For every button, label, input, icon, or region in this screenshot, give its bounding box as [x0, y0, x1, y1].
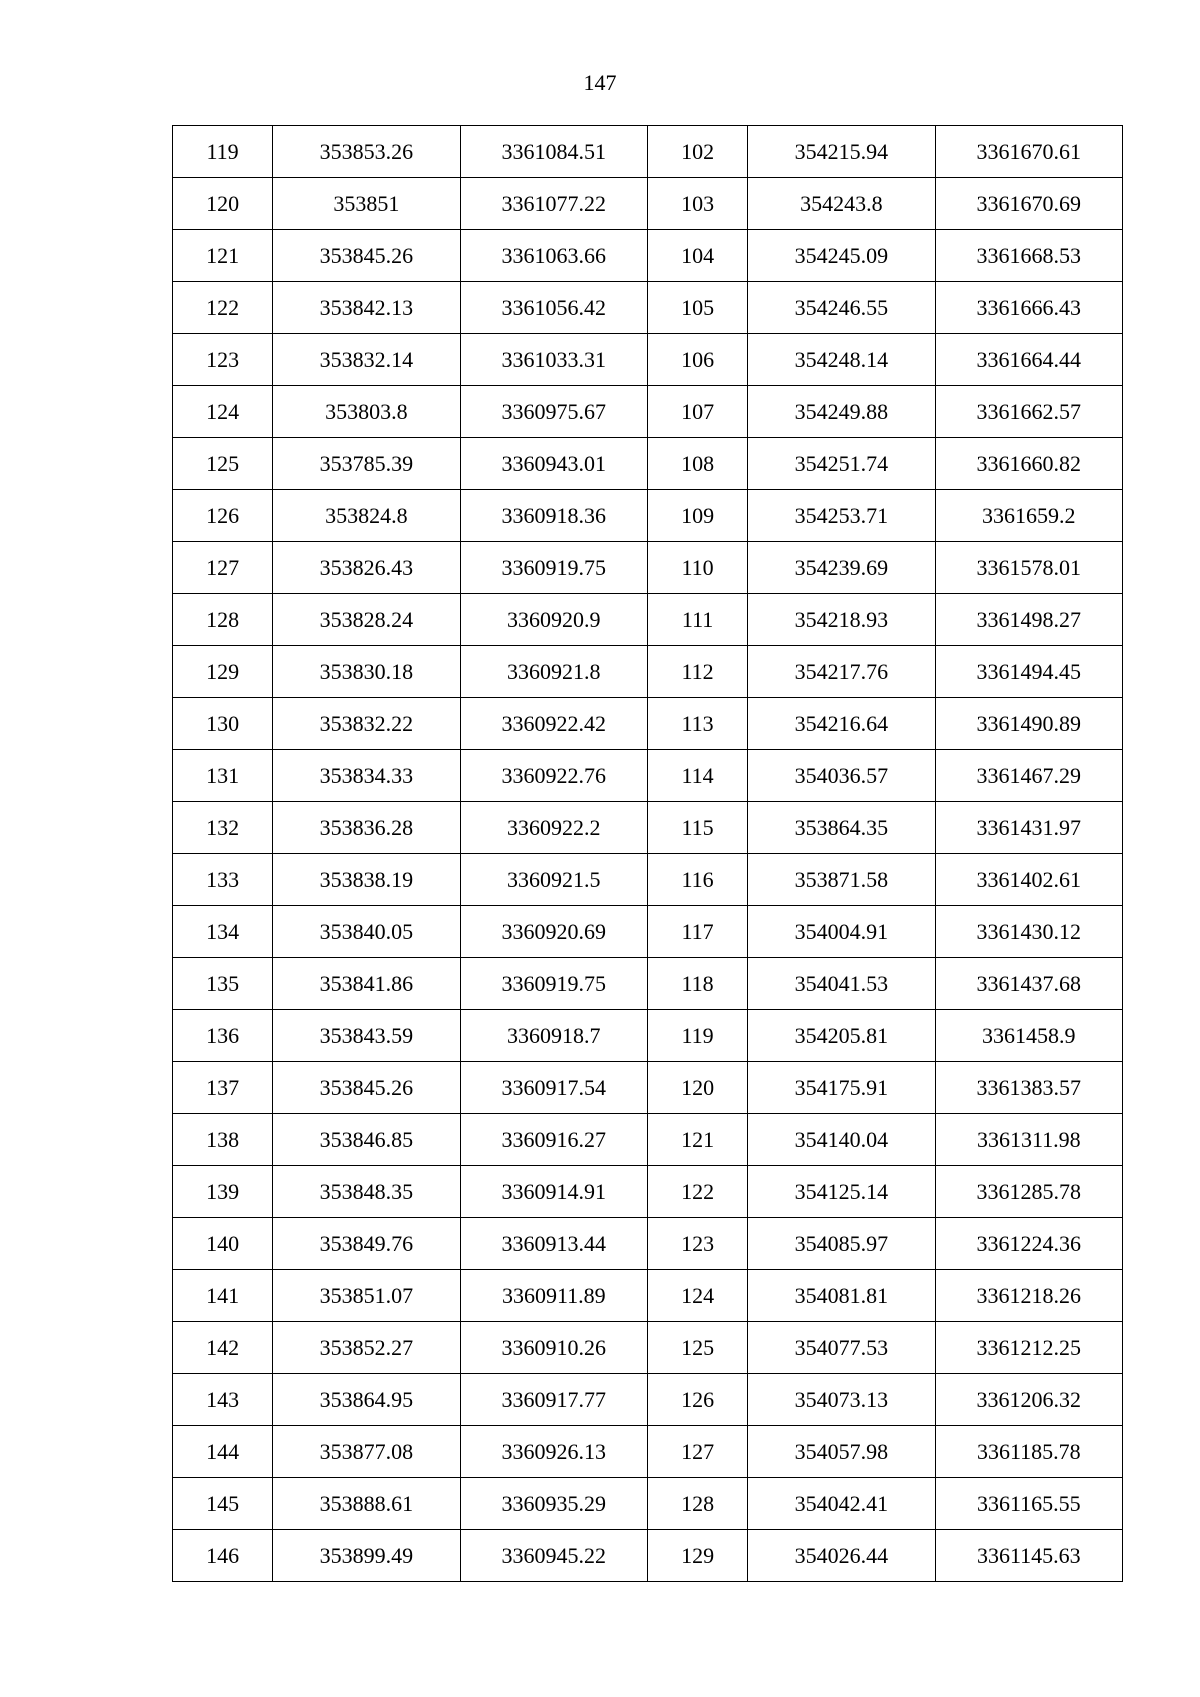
point-number-right: 128	[647, 1478, 747, 1530]
y-coordinate-left: 3360914.91	[460, 1166, 647, 1218]
point-number-left: 133	[173, 854, 273, 906]
x-coordinate-left: 353888.61	[273, 1478, 460, 1530]
y-coordinate-left: 3360921.8	[460, 646, 647, 698]
point-number-left: 146	[173, 1530, 273, 1582]
point-number-left: 125	[173, 438, 273, 490]
point-number-right: 125	[647, 1322, 747, 1374]
point-number-right: 124	[647, 1270, 747, 1322]
y-coordinate-left: 3360911.89	[460, 1270, 647, 1322]
x-coordinate-right: 354073.13	[748, 1374, 935, 1426]
point-number-right: 119	[647, 1010, 747, 1062]
x-coordinate-right: 354036.57	[748, 750, 935, 802]
y-coordinate-left: 3360919.75	[460, 542, 647, 594]
x-coordinate-left: 353848.35	[273, 1166, 460, 1218]
point-number-right: 122	[647, 1166, 747, 1218]
point-number-left: 135	[173, 958, 273, 1010]
table-row	[173, 1374, 1123, 1426]
x-coordinate-right: 353871.58	[748, 854, 935, 906]
y-coordinate-right: 3361578.01	[935, 542, 1122, 594]
y-coordinate-left: 3360917.77	[460, 1374, 647, 1426]
point-number-right: 120	[647, 1062, 747, 1114]
table-row	[173, 1426, 1123, 1478]
table-row	[173, 178, 1123, 230]
table-row	[173, 1062, 1123, 1114]
x-coordinate-left: 353838.19	[273, 854, 460, 906]
point-number-left: 122	[173, 282, 273, 334]
point-number-left: 123	[173, 334, 273, 386]
table-row	[173, 1114, 1123, 1166]
point-number-right: 115	[647, 802, 747, 854]
coordinate-table	[172, 125, 1123, 1582]
x-coordinate-left: 353828.24	[273, 594, 460, 646]
y-coordinate-right: 3361670.61	[935, 126, 1122, 178]
table-row	[173, 750, 1123, 802]
point-number-left: 124	[173, 386, 273, 438]
point-number-left: 139	[173, 1166, 273, 1218]
y-coordinate-left: 3361063.66	[460, 230, 647, 282]
x-coordinate-right: 354026.44	[748, 1530, 935, 1582]
x-coordinate-right: 354057.98	[748, 1426, 935, 1478]
y-coordinate-left: 3360922.2	[460, 802, 647, 854]
y-coordinate-right: 3361467.29	[935, 750, 1122, 802]
y-coordinate-right: 3361145.63	[935, 1530, 1122, 1582]
y-coordinate-left: 3360917.54	[460, 1062, 647, 1114]
y-coordinate-left: 3360918.36	[460, 490, 647, 542]
point-number-left: 143	[173, 1374, 273, 1426]
y-coordinate-left: 3360920.9	[460, 594, 647, 646]
y-coordinate-left: 3360913.44	[460, 1218, 647, 1270]
y-coordinate-right: 3361383.57	[935, 1062, 1122, 1114]
x-coordinate-left: 353830.18	[273, 646, 460, 698]
y-coordinate-right: 3361670.69	[935, 178, 1122, 230]
y-coordinate-left: 3360943.01	[460, 438, 647, 490]
y-coordinate-right: 3361498.27	[935, 594, 1122, 646]
y-coordinate-right: 3361660.82	[935, 438, 1122, 490]
y-coordinate-left: 3360916.27	[460, 1114, 647, 1166]
table-row	[173, 594, 1123, 646]
x-coordinate-right: 354042.41	[748, 1478, 935, 1530]
y-coordinate-right: 3361666.43	[935, 282, 1122, 334]
y-coordinate-left: 3360945.22	[460, 1530, 647, 1582]
x-coordinate-left: 353785.39	[273, 438, 460, 490]
y-coordinate-left: 3360922.76	[460, 750, 647, 802]
x-coordinate-left: 353852.27	[273, 1322, 460, 1374]
point-number-right: 117	[647, 906, 747, 958]
y-coordinate-left: 3360926.13	[460, 1426, 647, 1478]
x-coordinate-right: 354248.14	[748, 334, 935, 386]
x-coordinate-left: 353826.43	[273, 542, 460, 594]
point-number-left: 131	[173, 750, 273, 802]
x-coordinate-left: 353853.26	[273, 126, 460, 178]
point-number-left: 129	[173, 646, 273, 698]
point-number-left: 144	[173, 1426, 273, 1478]
table-row	[173, 230, 1123, 282]
page-number: 147	[583, 70, 617, 95]
x-coordinate-left: 353846.85	[273, 1114, 460, 1166]
table-row	[173, 1270, 1123, 1322]
y-coordinate-left: 3360918.7	[460, 1010, 647, 1062]
point-number-right: 110	[647, 542, 747, 594]
y-coordinate-right: 3361212.25	[935, 1322, 1122, 1374]
point-number-right: 118	[647, 958, 747, 1010]
y-coordinate-right: 3361285.78	[935, 1166, 1122, 1218]
y-coordinate-right: 3361668.53	[935, 230, 1122, 282]
point-number-left: 134	[173, 906, 273, 958]
x-coordinate-right: 354216.64	[748, 698, 935, 750]
point-number-right: 103	[647, 178, 747, 230]
point-number-right: 121	[647, 1114, 747, 1166]
x-coordinate-left: 353824.8	[273, 490, 460, 542]
x-coordinate-left: 353843.59	[273, 1010, 460, 1062]
y-coordinate-right: 3361430.12	[935, 906, 1122, 958]
x-coordinate-left: 353836.28	[273, 802, 460, 854]
table-row	[173, 386, 1123, 438]
x-coordinate-right: 354175.91	[748, 1062, 935, 1114]
x-coordinate-right: 354125.14	[748, 1166, 935, 1218]
table-row	[173, 542, 1123, 594]
table-row	[173, 1530, 1123, 1582]
y-coordinate-right: 3361165.55	[935, 1478, 1122, 1530]
x-coordinate-left: 353851	[273, 178, 460, 230]
x-coordinate-left: 353849.76	[273, 1218, 460, 1270]
table-row	[173, 1322, 1123, 1374]
x-coordinate-left: 353834.33	[273, 750, 460, 802]
point-number-left: 138	[173, 1114, 273, 1166]
y-coordinate-left: 3360920.69	[460, 906, 647, 958]
point-number-left: 126	[173, 490, 273, 542]
y-coordinate-right: 3361662.57	[935, 386, 1122, 438]
x-coordinate-left: 353845.26	[273, 230, 460, 282]
table-row	[173, 490, 1123, 542]
x-coordinate-right: 353864.35	[748, 802, 935, 854]
table-row	[173, 282, 1123, 334]
y-coordinate-left: 3360935.29	[460, 1478, 647, 1530]
x-coordinate-left: 353851.07	[273, 1270, 460, 1322]
point-number-left: 137	[173, 1062, 273, 1114]
point-number-right: 123	[647, 1218, 747, 1270]
y-coordinate-right: 3361458.9	[935, 1010, 1122, 1062]
table-row	[173, 646, 1123, 698]
y-coordinate-left: 3360921.5	[460, 854, 647, 906]
point-number-left: 142	[173, 1322, 273, 1374]
point-number-left: 141	[173, 1270, 273, 1322]
y-coordinate-right: 3361494.45	[935, 646, 1122, 698]
y-coordinate-right: 3361437.68	[935, 958, 1122, 1010]
y-coordinate-right: 3361659.2	[935, 490, 1122, 542]
y-coordinate-left: 3360910.26	[460, 1322, 647, 1374]
x-coordinate-left: 353832.14	[273, 334, 460, 386]
x-coordinate-right: 354081.81	[748, 1270, 935, 1322]
point-number-right: 113	[647, 698, 747, 750]
y-coordinate-right: 3361311.98	[935, 1114, 1122, 1166]
y-coordinate-right: 3361218.26	[935, 1270, 1122, 1322]
point-number-right: 112	[647, 646, 747, 698]
point-number-left: 132	[173, 802, 273, 854]
x-coordinate-right: 354249.88	[748, 386, 935, 438]
point-number-right: 107	[647, 386, 747, 438]
point-number-right: 105	[647, 282, 747, 334]
table-row	[173, 1478, 1123, 1530]
y-coordinate-right: 3361224.36	[935, 1218, 1122, 1270]
x-coordinate-right: 354085.97	[748, 1218, 935, 1270]
x-coordinate-left: 353864.95	[273, 1374, 460, 1426]
point-number-left: 130	[173, 698, 273, 750]
y-coordinate-left: 3360975.67	[460, 386, 647, 438]
point-number-right: 111	[647, 594, 747, 646]
point-number-left: 119	[173, 126, 273, 178]
point-number-left: 136	[173, 1010, 273, 1062]
x-coordinate-left: 353842.13	[273, 282, 460, 334]
y-coordinate-right: 3361664.44	[935, 334, 1122, 386]
y-coordinate-left: 3361056.42	[460, 282, 647, 334]
table-row	[173, 334, 1123, 386]
point-number-right: 116	[647, 854, 747, 906]
x-coordinate-left: 353840.05	[273, 906, 460, 958]
point-number-right: 109	[647, 490, 747, 542]
y-coordinate-right: 3361206.32	[935, 1374, 1122, 1426]
point-number-right: 126	[647, 1374, 747, 1426]
table-row	[173, 1218, 1123, 1270]
x-coordinate-right: 354041.53	[748, 958, 935, 1010]
point-number-right: 106	[647, 334, 747, 386]
y-coordinate-left: 3360919.75	[460, 958, 647, 1010]
coordinate-table-body	[173, 126, 1123, 1582]
point-number-left: 120	[173, 178, 273, 230]
x-coordinate-left: 353899.49	[273, 1530, 460, 1582]
x-coordinate-right: 354239.69	[748, 542, 935, 594]
x-coordinate-left: 353832.22	[273, 698, 460, 750]
x-coordinate-right: 354077.53	[748, 1322, 935, 1374]
point-number-left: 128	[173, 594, 273, 646]
table-row	[173, 698, 1123, 750]
x-coordinate-right: 354218.93	[748, 594, 935, 646]
point-number-left: 140	[173, 1218, 273, 1270]
y-coordinate-left: 3361084.51	[460, 126, 647, 178]
x-coordinate-left: 353845.26	[273, 1062, 460, 1114]
point-number-left: 127	[173, 542, 273, 594]
table-row	[173, 802, 1123, 854]
y-coordinate-right: 3361185.78	[935, 1426, 1122, 1478]
x-coordinate-right: 354205.81	[748, 1010, 935, 1062]
y-coordinate-left: 3361077.22	[460, 178, 647, 230]
x-coordinate-left: 353841.86	[273, 958, 460, 1010]
x-coordinate-right: 354215.94	[748, 126, 935, 178]
point-number-right: 104	[647, 230, 747, 282]
point-number-right: 129	[647, 1530, 747, 1582]
y-coordinate-right: 3361490.89	[935, 698, 1122, 750]
table-row	[173, 958, 1123, 1010]
table-row	[173, 854, 1123, 906]
x-coordinate-right: 354253.71	[748, 490, 935, 542]
y-coordinate-right: 3361431.97	[935, 802, 1122, 854]
x-coordinate-right: 354251.74	[748, 438, 935, 490]
table-row	[173, 1166, 1123, 1218]
y-coordinate-right: 3361402.61	[935, 854, 1122, 906]
x-coordinate-right: 354243.8	[748, 178, 935, 230]
x-coordinate-left: 353877.08	[273, 1426, 460, 1478]
table-row	[173, 438, 1123, 490]
point-number-right: 102	[647, 126, 747, 178]
table-row	[173, 906, 1123, 958]
x-coordinate-left: 353803.8	[273, 386, 460, 438]
x-coordinate-right: 354140.04	[748, 1114, 935, 1166]
table-row	[173, 1010, 1123, 1062]
point-number-right: 127	[647, 1426, 747, 1478]
x-coordinate-right: 354004.91	[748, 906, 935, 958]
x-coordinate-right: 354217.76	[748, 646, 935, 698]
y-coordinate-left: 3360922.42	[460, 698, 647, 750]
point-number-left: 145	[173, 1478, 273, 1530]
point-number-left: 121	[173, 230, 273, 282]
point-number-right: 114	[647, 750, 747, 802]
point-number-right: 108	[647, 438, 747, 490]
x-coordinate-right: 354245.09	[748, 230, 935, 282]
y-coordinate-left: 3361033.31	[460, 334, 647, 386]
table-row	[173, 126, 1123, 178]
x-coordinate-right: 354246.55	[748, 282, 935, 334]
